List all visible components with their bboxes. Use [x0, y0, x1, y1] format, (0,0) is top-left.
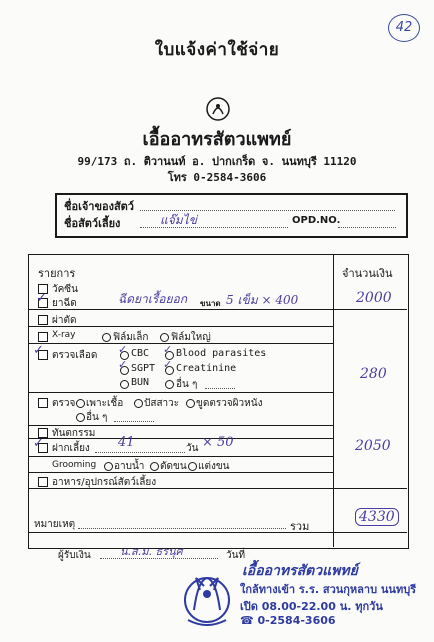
- amount-header: จำนวนเงิน: [342, 267, 393, 280]
- amount-column-divider: [333, 254, 334, 547]
- injection-description: ฉีดยาเรื้อยอก: [118, 292, 187, 306]
- total-amount: 4330: [355, 508, 399, 526]
- food-label: อาหาร/อุปกรณ์สัตว์เลี้ยง: [52, 477, 157, 488]
- remarks-label: หมายเหตุ: [34, 519, 76, 530]
- styling-radio[interactable]: [188, 462, 197, 471]
- injection-label: ยาฉีด: [52, 298, 77, 309]
- bath-label: อาบน้ำ: [114, 461, 145, 472]
- film-large-radio[interactable]: [160, 333, 169, 342]
- blood-other-line: [205, 388, 235, 389]
- film-small-radio[interactable]: [102, 333, 111, 342]
- skin-scrape-label: ขูดตรวจผิวหนัง: [196, 398, 263, 409]
- xray-checkbox[interactable]: [38, 332, 48, 342]
- blood-other-label: อื่น ๆ: [176, 379, 198, 390]
- receiver-signature: น.ส.ม. ธรนุศ: [120, 545, 183, 558]
- check-mark-icon: ✓: [163, 358, 173, 371]
- blood-other-radio[interactable]: [165, 380, 174, 389]
- owner-name-label: ชื่อเจ้าของสัตว์: [64, 200, 134, 213]
- film-small-label: ฟิล์มเล็ก: [113, 332, 149, 343]
- surgery-label: ผ่าตัด: [52, 315, 77, 326]
- clinic-name: เอื้ออาทรสัตวแพทย์: [142, 129, 292, 150]
- page-number: 42: [388, 14, 420, 42]
- skin-scrape-radio[interactable]: [186, 399, 195, 408]
- date-label: วันที่: [226, 550, 246, 561]
- row-divider: [28, 532, 407, 533]
- exam-checkbox[interactable]: [38, 398, 48, 408]
- boarding-rate: × 50: [202, 435, 234, 450]
- opd-no-label: OPD.NO.: [292, 215, 341, 226]
- bun-radio[interactable]: [120, 380, 129, 389]
- bun-label: BUN: [131, 377, 150, 388]
- xray-label: X-ray: [52, 330, 76, 340]
- food-checkbox[interactable]: [38, 477, 48, 487]
- page-title: ใบแจ้งค่าใช้จ่าย: [154, 40, 280, 60]
- injection-quantity: 5 เข็ม × 400: [226, 293, 299, 307]
- clinic-stamp-logo-icon: [178, 560, 236, 626]
- film-large-label: ฟิล์มใหญ่: [171, 332, 211, 343]
- blood-test-amount: 280: [360, 366, 387, 382]
- culture-radio[interactable]: [76, 399, 85, 408]
- dental-label: ทันตกรรม: [52, 428, 96, 439]
- items-header: รายการ: [38, 267, 76, 280]
- culture-label: เพาะเชื้อ: [86, 398, 124, 409]
- boarding-days: 41: [118, 435, 135, 450]
- boarding-amount: 2050: [355, 438, 391, 454]
- boarding-day-unit: วัน: [186, 443, 199, 454]
- check-mark-icon: ✓: [118, 343, 128, 356]
- styling-label: แต่งขน: [198, 461, 230, 472]
- sgpt-label: SGPT: [131, 363, 156, 374]
- receiver-label: ผู้รับเงิน: [58, 550, 91, 561]
- blood-test-label: ตรวจเลือด: [52, 350, 98, 361]
- stamp-phone: ☎ 0-2584-3606: [240, 614, 336, 627]
- check-mark-icon: ✓: [118, 358, 128, 371]
- grooming-label: Grooming: [52, 460, 97, 470]
- boarding-label: ฝากเลี้ยง: [52, 443, 90, 454]
- urine-radio[interactable]: [134, 399, 143, 408]
- surgery-checkbox[interactable]: [38, 315, 48, 325]
- trim-label: ตัดขน: [160, 461, 187, 472]
- row-divider: [28, 456, 333, 457]
- opd-no-line: [338, 227, 396, 228]
- check-mark-icon: ✓: [33, 436, 44, 451]
- injection-unit-label: ขนาด: [200, 299, 221, 308]
- stamp-clinic-name: เอื้ออาทรสัตวแพทย์: [242, 563, 358, 579]
- cbc-label: CBC: [131, 348, 150, 359]
- check-mark-icon: ✓: [163, 343, 173, 356]
- exam-other-line: [114, 421, 154, 422]
- stamp-hours: เปิด 08.00-22.00 น. ทุกวัน: [240, 600, 383, 613]
- urine-label: ปัสสาวะ: [144, 398, 180, 409]
- clinic-phone: โทร 0-2584-3606: [167, 171, 267, 184]
- exam-label: ตรวจ: [52, 398, 76, 409]
- pet-name-label: ชื่อสัตว์เลี้ยง: [64, 217, 121, 230]
- exam-other-radio[interactable]: [76, 413, 85, 422]
- trim-radio[interactable]: [150, 462, 159, 471]
- creatinine-label: Creatinine: [176, 363, 237, 374]
- exam-other-label: อื่น ๆ: [86, 412, 108, 423]
- vaccine-label: วัคซีน: [52, 284, 78, 295]
- check-mark-icon: ✓: [33, 343, 44, 358]
- clinic-address: 99/173 ถ. ติวานนท์ อ. ปากเกร็ด จ. นนทบุรี 11120: [77, 155, 357, 168]
- row-divider: [28, 392, 333, 393]
- clinic-logo-icon: [205, 96, 231, 122]
- pet-name-value: แจ๊มไข่: [160, 213, 197, 227]
- stamp-location: ใกล้ทางเข้า ร.ร. สวนกุหลาบ นนทบุรี: [240, 583, 417, 596]
- total-label: รวม: [290, 520, 310, 533]
- injection-amount: 2000: [356, 290, 392, 306]
- bath-radio[interactable]: [104, 462, 113, 471]
- check-mark-icon: ✓: [36, 291, 47, 306]
- boarding-days-line: [95, 452, 185, 453]
- blood-parasites-label: Blood parasites: [176, 348, 267, 359]
- remarks-line: [78, 528, 286, 529]
